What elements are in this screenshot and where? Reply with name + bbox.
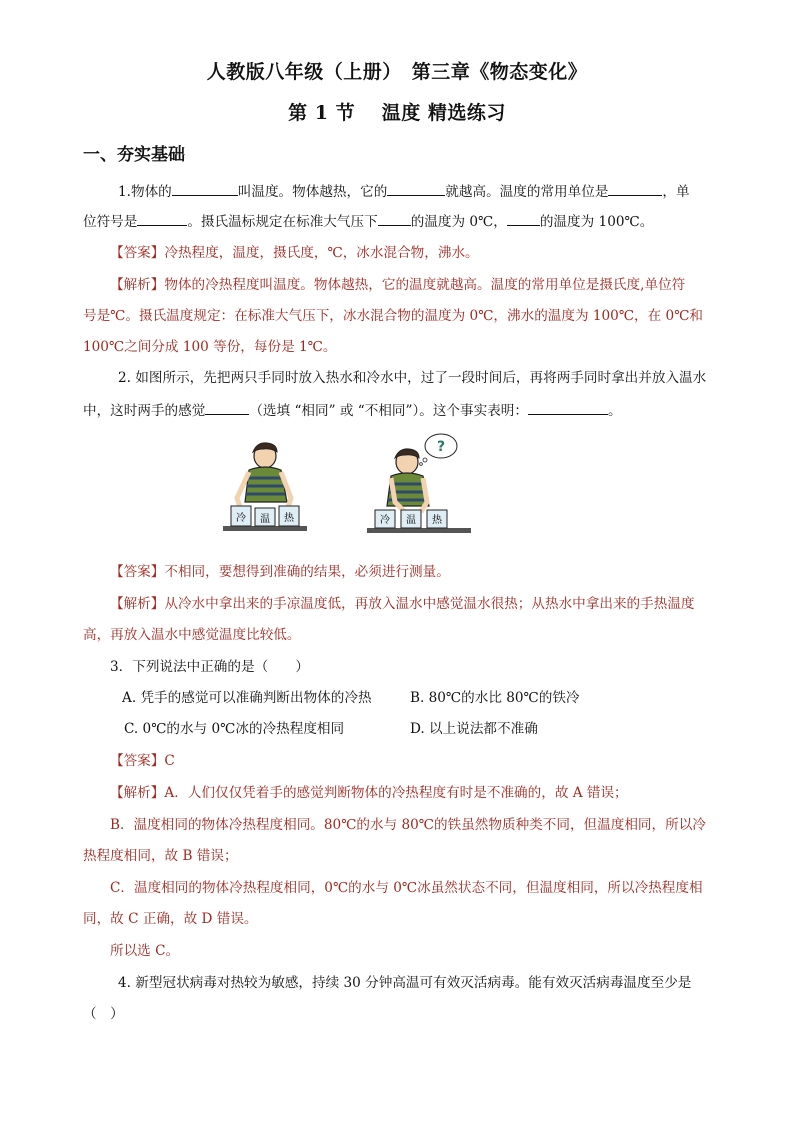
q1-text: 。摄氏温标规定在标准大气压下 bbox=[187, 214, 378, 230]
q1-text: 叫温度。物体越热，它的 bbox=[237, 184, 388, 200]
answer-text: 冷热程度，温度，摄氏度，℃，冰水混合物，沸水。 bbox=[164, 245, 479, 261]
q4-line1: 4. 新型冠状病毒对热较为敏感，持续 30 分钟高温可有效灭活病毒。能有效灭活病毒温度至少是 bbox=[118, 975, 692, 991]
figure-label-cold: 冷 bbox=[236, 513, 246, 524]
q1-blank-3 bbox=[608, 181, 662, 196]
q1-text: 的温度为 100℃。 bbox=[539, 214, 654, 230]
q1-text: ，单 bbox=[662, 184, 690, 200]
analysis-text: 从冷水中拿出来的手凉温度低，再放入温水中感觉温水很热；从热水中拿出来的手热温度 bbox=[164, 596, 695, 612]
q2-blank-1 bbox=[205, 400, 249, 415]
question-mark-icon: ? bbox=[436, 439, 446, 455]
q1-analysis-line2: 号是℃。摄氏温度规定：在标准大气压下，冰水混合物的温度为 0℃，沸水的温度为 100℃，在 0℃和 bbox=[83, 308, 703, 324]
figure-label-warm: 温 bbox=[260, 514, 270, 525]
figure-hands-in-water-left bbox=[215, 440, 315, 540]
q2-text: 。 bbox=[608, 403, 622, 419]
figure-hands-in-water-right bbox=[365, 432, 477, 538]
figure-label-hot: 热 bbox=[432, 515, 442, 526]
document-title: 人教版八年级（上册） 第三章《物态变化》 bbox=[206, 61, 588, 83]
q1-line1 bbox=[118, 181, 690, 202]
answer-tag: 【答案】 bbox=[110, 564, 165, 580]
q2-line1: 2. 如图所示，先把两只手同时放入热水和冷水中，过了一段时间后，再将两手同时拿出并放入温水 bbox=[118, 370, 707, 386]
analysis-tag: 【解析】 bbox=[110, 277, 165, 293]
q3-option-c: C. 0℃的水与 0℃冰的冷热程度相同 bbox=[124, 721, 345, 737]
q2-text: 中，这时两手的感觉 bbox=[83, 403, 206, 419]
q1-blank-2 bbox=[387, 181, 445, 196]
answer-tag: 【答案】 bbox=[110, 753, 165, 769]
section-heading: 一、夯实基础 bbox=[83, 145, 185, 165]
q1-blank-6 bbox=[507, 211, 540, 226]
q2-blank-2 bbox=[528, 400, 608, 415]
analysis-text: A．人们仅仅凭着手的感觉判断物体的冷热程度有时是不准确的，故 A 错误； bbox=[164, 785, 628, 801]
analysis-tag: 【解析】 bbox=[110, 596, 165, 612]
q1-analysis-line3: 100℃之间分成 100 等份，每份是 1℃。 bbox=[83, 339, 337, 355]
q1-blank-1 bbox=[172, 181, 238, 196]
q3-option-b: B. 80℃的水比 80℃的铁冷 bbox=[410, 690, 580, 706]
q3-analysis-c1: C．温度相同的物体冷热程度相同，0℃的水与 0℃冰虽然状态不同，但温度相同，所以冷热程度相 bbox=[110, 880, 703, 896]
q1-blank-5 bbox=[378, 211, 411, 226]
figure-label-hot: 热 bbox=[284, 513, 294, 524]
q2-line2 bbox=[83, 400, 622, 421]
q1-line2 bbox=[83, 211, 653, 232]
q2-analysis-line2: 高，再放入温水中感觉温度比较低。 bbox=[83, 627, 301, 643]
analysis-tag: 【解析】 bbox=[110, 785, 165, 801]
q1-blank-4 bbox=[137, 211, 187, 226]
analysis-text: 物体的冷热程度叫温度。物体越热，它的温度就越高。温度的常用单位是摄氏度,单位符 bbox=[164, 277, 686, 293]
q4-line2: （ ） bbox=[83, 1006, 124, 1022]
q3-analysis-b2: 热程度相同，故 B 错误； bbox=[83, 848, 238, 864]
q3-analysis-b1: B．温度相同的物体冷热程度相同。80℃的水与 80℃的铁虽然物质种类不同，但温度相同，所以冷 bbox=[110, 817, 706, 833]
q3-option-a: A. 凭手的感觉可以准确判断出物体的冷热 bbox=[122, 690, 372, 706]
q1-text: 位符号是 bbox=[83, 214, 138, 230]
q2-text: （选填 “相同” 或 “不相同”）。这个事实表明： bbox=[249, 403, 528, 419]
figure-label-warm: 温 bbox=[406, 515, 416, 526]
q1-text: 的温度为 0℃， bbox=[410, 214, 507, 230]
q3-conclusion: 所以选 C。 bbox=[110, 943, 180, 959]
q1-analysis-line1 bbox=[110, 275, 685, 295]
q1-answer bbox=[110, 243, 479, 263]
answer-tag: 【答案】 bbox=[110, 245, 165, 261]
q2-analysis-line1 bbox=[110, 594, 695, 614]
q3-analysis-c2: 同，故 C 正确，故 D 错误。 bbox=[83, 911, 258, 927]
answer-text: C bbox=[164, 753, 175, 769]
q3-stem: 3．下列说法中正确的是（ ） bbox=[110, 659, 309, 675]
figure-label-cold: 冷 bbox=[380, 515, 390, 526]
q3-answer bbox=[110, 751, 175, 771]
answer-text: 不相同，要想得到准确的结果，必须进行测量。 bbox=[164, 564, 450, 580]
document-subtitle: 第 1 节 温度 精选练习 bbox=[288, 102, 506, 124]
q2-answer bbox=[110, 562, 450, 582]
q3-analysis-a bbox=[110, 783, 628, 803]
q1-text: 1.物体的 bbox=[118, 184, 172, 200]
q3-option-d: D. 以上说法都不准确 bbox=[410, 721, 538, 737]
q1-text: 就越高。温度的常用单位是 bbox=[445, 184, 609, 200]
